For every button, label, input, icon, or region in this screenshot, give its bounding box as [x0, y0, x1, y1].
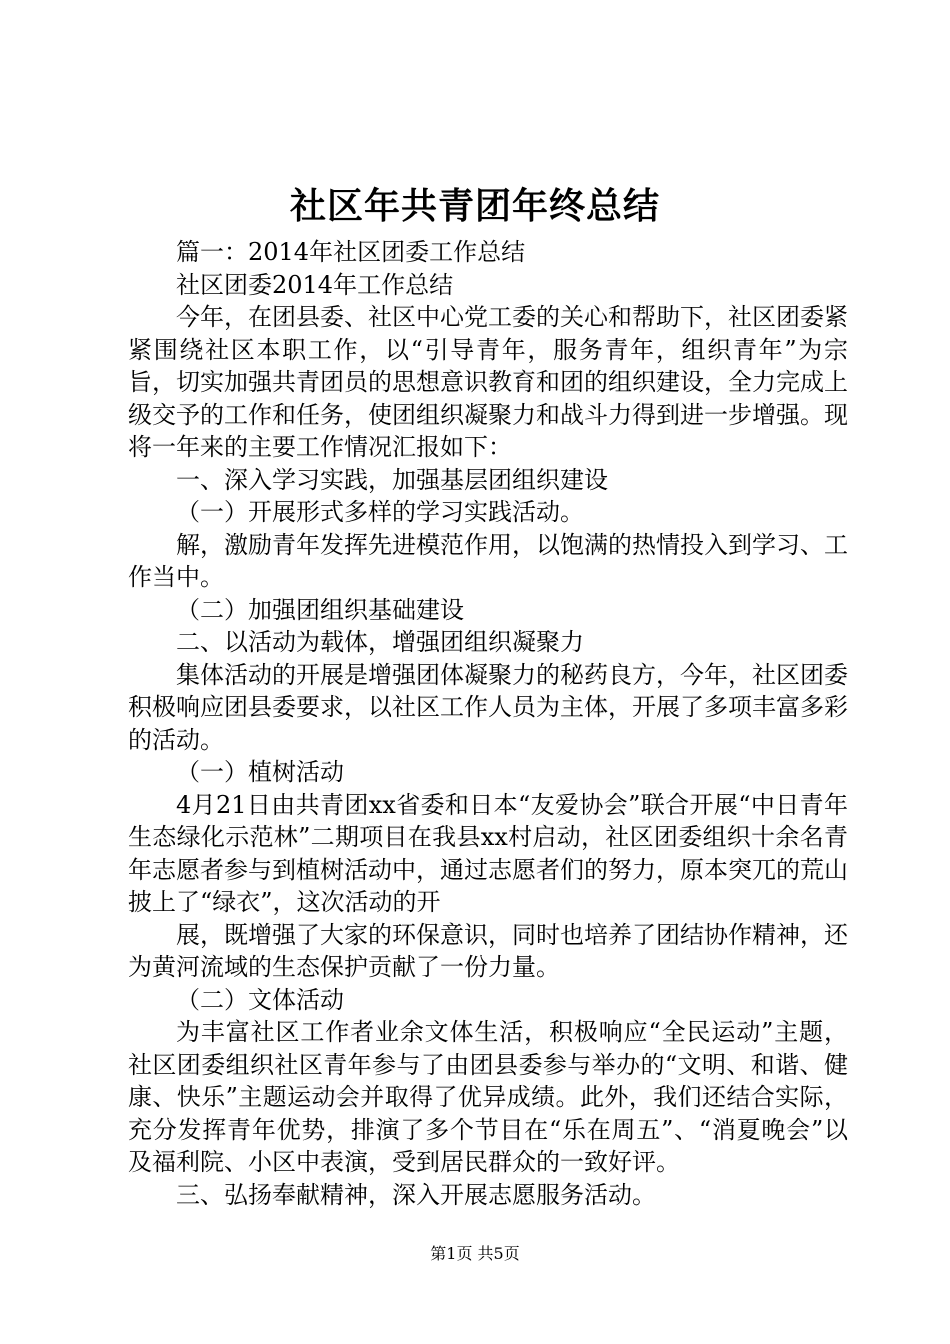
- paragraph-intro: 今年，在团县委、社区中心党工委的关心和帮助下，社区团委紧紧围绕社区本职工作，以“引导青年，服务青年，组织青年”为宗旨，切实加强共青团员的思想意识教育和团的组织建设，全力完成上级交予的工作和任务，使团组织凝聚力和战斗力得到进一步增强。现将一年来的主要工作情况汇报如下：: [128, 303, 848, 461]
- paragraph-text: 解，激励青年发挥先进模范作用，以饱满的热情投入到学习、工作当中。: [128, 530, 848, 591]
- paragraph-subheading-1-2: （二）加强团组织基础建设: [176, 595, 464, 624]
- paragraph-text: 4月21日由共青团xx省委和日本“友爱协会”联合开展“中日青年生态绿化示范林”二期项目在我县xx村启动，社区团委组织十余名青年志愿者参与到植树活动中，通过志愿者们的努力，原本突兀的荒山披上了“绿衣”，这次活动的开: [128, 790, 848, 916]
- document-title: 社区年共青团年终总结: [289, 186, 660, 227]
- paragraph-text: 为丰富社区工作者业余文体生活，积极响应“全民运动”主题，社区团委组织社区青年参与了由团县委参与举办的“文明、和谐、健康、快乐”主题运动会并取得了优异成绩。此外，我们还结合实际，充分发挥青年优势，排演了多个节目在“乐在周五”、“消夏晚会”以及福利院、小区中表演，受到居民群众的一致好评。: [128, 1018, 848, 1176]
- paragraph-subheading-2-2: （二）文体活动: [176, 985, 344, 1014]
- paragraph-text: 集体活动的开展是增强团体凝聚力的秘药良方，今年，社区团委积极响应团县委要求，以社区工作人员为主体，开展了多项丰富多彩的活动。: [128, 660, 848, 754]
- paragraph-text: 展，既增强了大家的环保意识，同时也培养了团结协作精神，还为黄河流域的生态保护贡献了一份力量。: [128, 920, 848, 981]
- paragraph-subheading-1-1: （一）开展形式多样的学习实践活动。: [176, 498, 584, 526]
- paragraph-heading-2: 二、以活动为载体，增强团组织凝聚力: [176, 628, 584, 656]
- paragraph-section-heading: 篇一：2014年社区团委工作总结: [176, 238, 526, 266]
- page-number-footer: 第1页 共5页: [430, 1244, 520, 1263]
- document-body: [128, 236, 848, 1211]
- paragraph-subtitle: 社区团委2014年工作总结: [176, 270, 454, 299]
- paragraph-subheading-2-1: （一）植树活动: [176, 758, 344, 786]
- paragraph-heading-3: 三、弘扬奉献精神，深入开展志愿服务活动。: [176, 1180, 656, 1209]
- paragraph-heading-1: 一、深入学习实践，加强基层团组织建设: [176, 465, 608, 494]
